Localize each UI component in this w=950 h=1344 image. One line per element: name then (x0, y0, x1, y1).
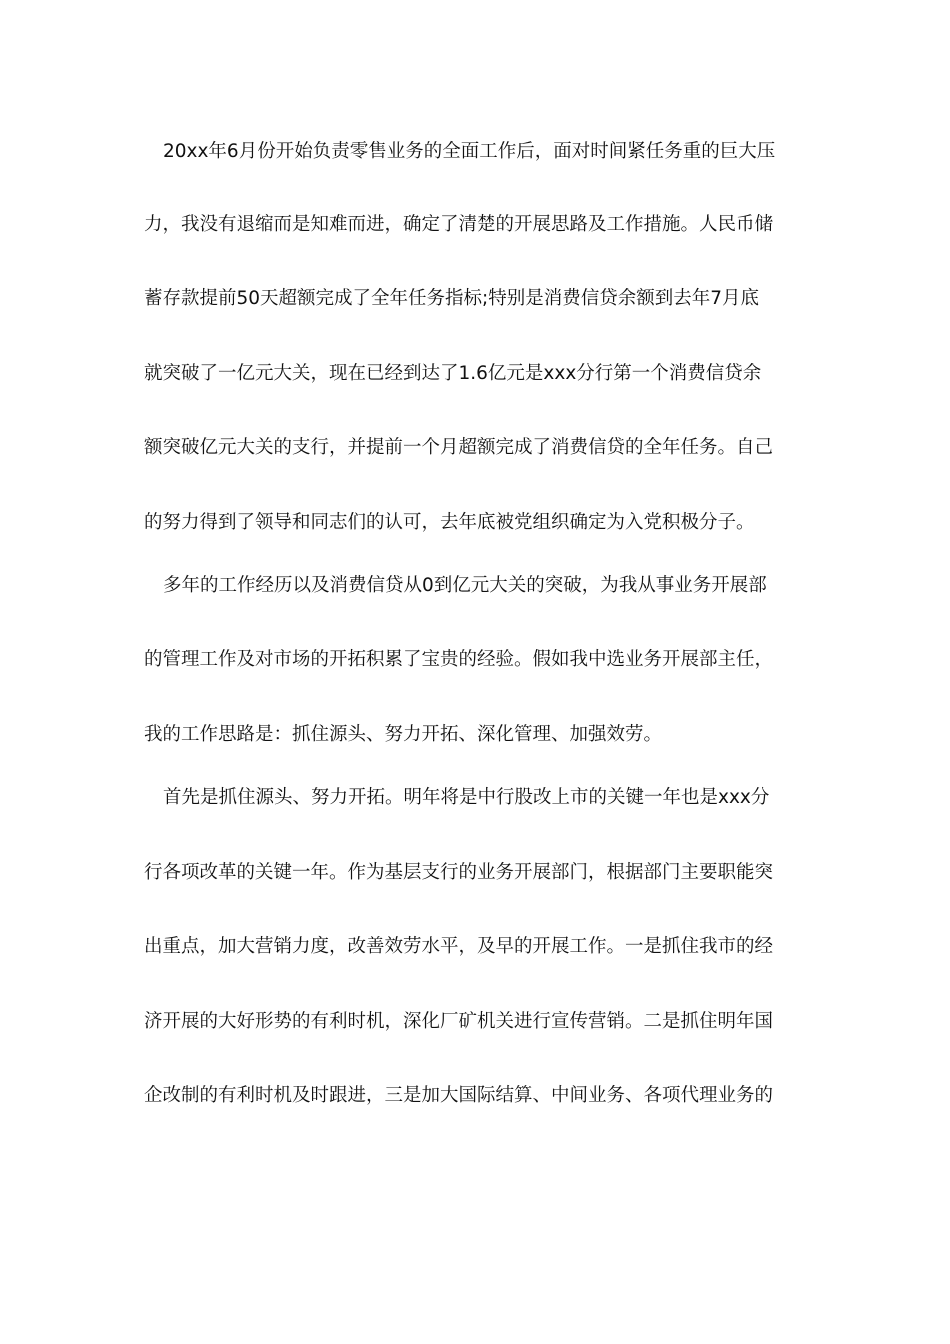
paragraph-3-line-2: 行各项改革的关键一年。作为基层支行的业务开展部门，根据部门主要职能突 (144, 862, 774, 883)
paragraph-1-line-5: 额突破亿元大关的支行，并提前一个月超额完成了消费信贷的全年任务。自己 (144, 437, 774, 458)
paragraph-1-line-6: 的努力得到了领导和同志们的认可，去年底被党组织确定为入党积极分子。 (144, 512, 755, 533)
paragraph-1-line-2: 力，我没有退缩而是知难而进，确定了清楚的开展思路及工作措施。人民币储 (144, 214, 774, 235)
paragraph-2-line-3: 我的工作思路是：抓住源头、努力开拓、深化管理、加强效劳。 (144, 724, 663, 745)
paragraph-3-line-3: 出重点，加大营销力度，改善效劳水平，及早的开展工作。一是抓住我市的经 (144, 936, 774, 957)
paragraph-1-line-3: 蓄存款提前50天超额完成了全年任务指标;特别是消费信贷余额到去年7月底 (144, 288, 760, 309)
paragraph-1-line-4: 就突破了一亿元大关，现在已经到达了1.6亿元是xxx分行第一个消费信贷余 (144, 363, 762, 384)
paragraph-2-line-2: 的管理工作及对市场的开拓积累了宝贵的经验。假如我中选业务开展部主任， (144, 649, 774, 670)
paragraph-1-line-1: 20xx年6月份开始负责零售业务的全面工作后，面对时间紧任务重的巨大压 (163, 141, 776, 162)
paragraph-3-line-5: 企改制的有利时机及时跟进，三是加大国际结算、中间业务、各项代理业务的 (144, 1085, 774, 1106)
paragraph-3-line-1: 首先是抓住源头、努力开拓。明年将是中行股改上市的关键一年也是xxx分 (163, 787, 770, 808)
paragraph-2-line-1: 多年的工作经历以及消费信贷从0到亿元大关的突破，为我从事业务开展部 (163, 575, 767, 596)
paragraph-3-line-4: 济开展的大好形势的有利时机，深化厂矿机关进行宣传营销。二是抓住明年国 (144, 1011, 774, 1032)
